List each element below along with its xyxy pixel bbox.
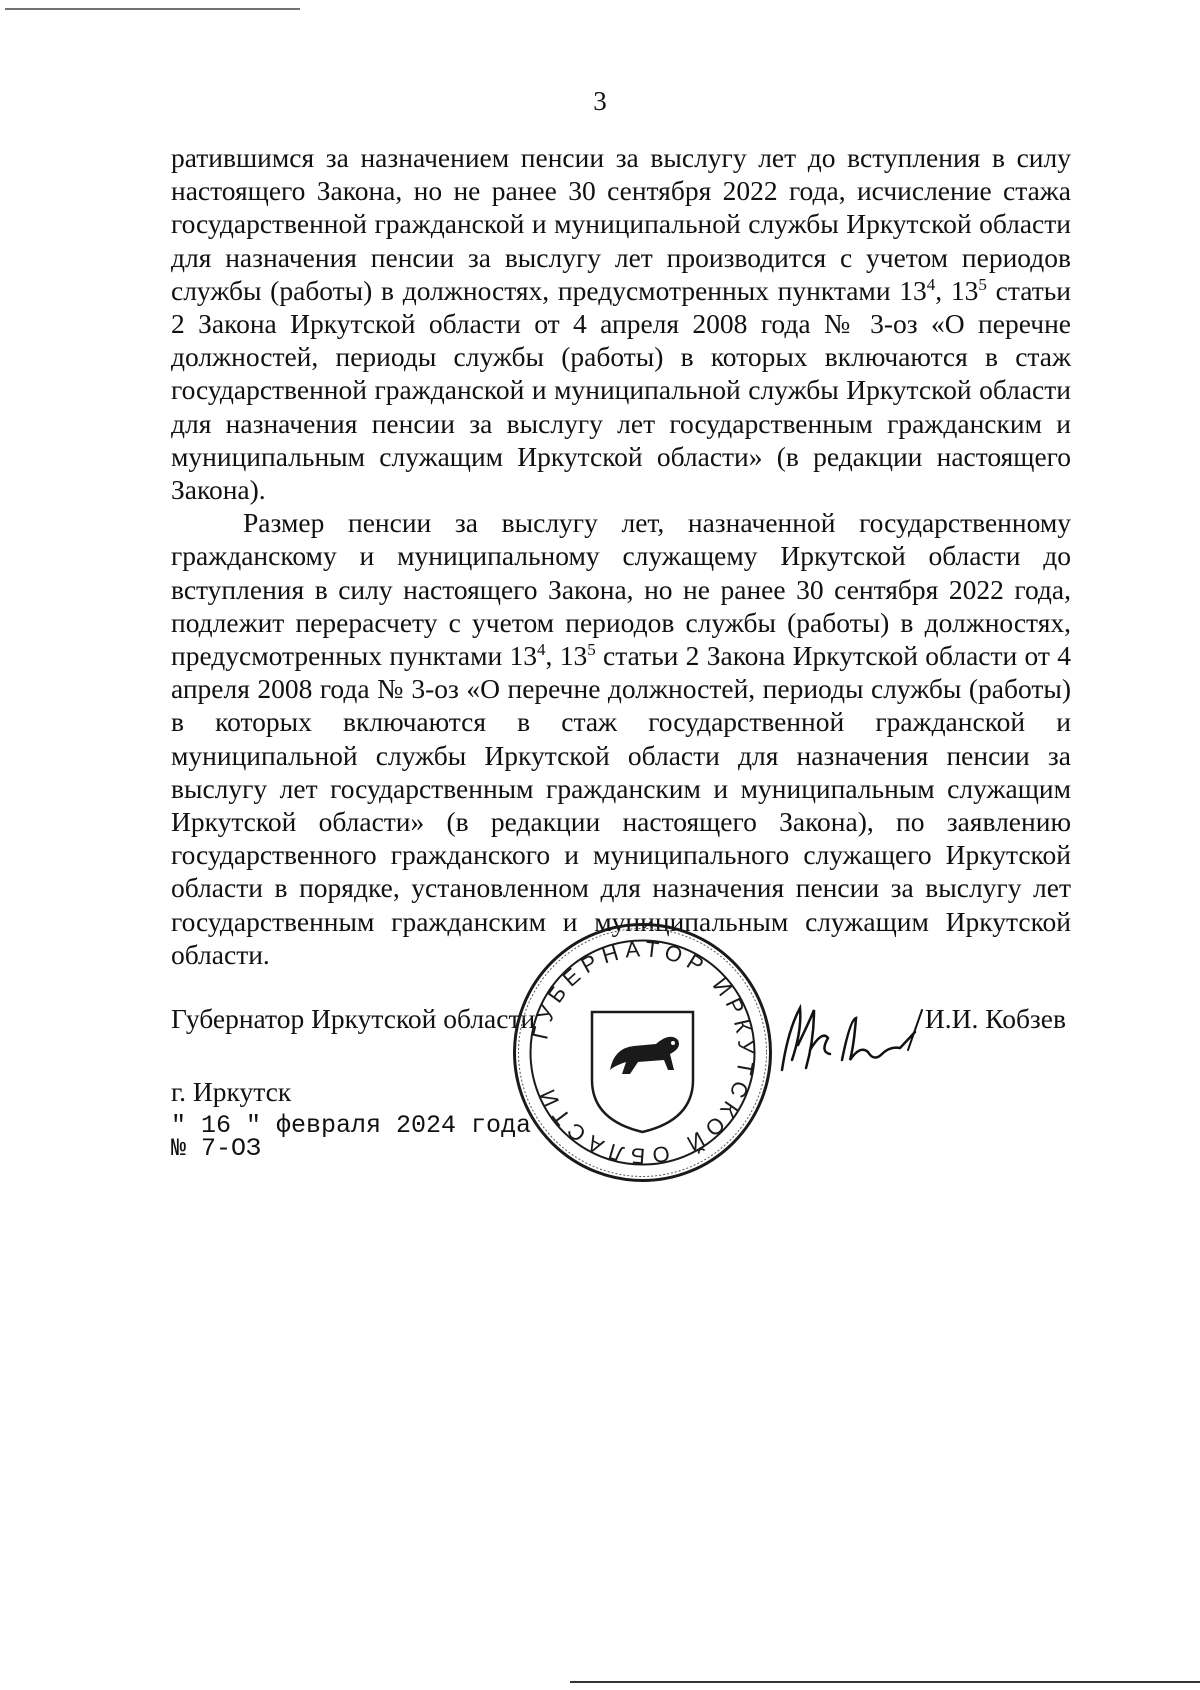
superscript: 5 <box>978 274 987 294</box>
scan-artifact-top <box>0 0 320 6</box>
document-body <box>171 141 1071 971</box>
paragraph-2-text-a: Размер пенсии за выслугу лет, назначенной государственному гражданскому и муниципальному служащему Иркутской области до вступления в силу настоящего Закона, но не ранее 30 сентября 2022 года, подлежит перерасчету с учетом периодов службы (работы) в должностях, предусмотренных пунктами 13 <box>171 507 1071 672</box>
paragraph-1 <box>171 141 1071 506</box>
coat-of-arms-babr-icon <box>592 1012 693 1132</box>
city-label: г. Иркутск <box>171 1076 292 1107</box>
superscript: 5 <box>587 639 596 659</box>
paragraph-1-text-b: , 13 <box>935 274 979 306</box>
superscript: 4 <box>537 639 546 659</box>
stamp-ring-text: ГУБЕРНАТОР ИРКУТСКОЙ ОБЛАСТИ <box>527 936 759 1169</box>
paragraph-2-text-b: , 13 <box>545 640 588 672</box>
governor-title: Губернатор Иркутской области <box>171 1003 536 1034</box>
page-number: 3 <box>593 86 607 116</box>
law-number: № 7-ОЗ <box>171 1134 262 1163</box>
paragraph-2-text-c: статьи 2 Закона Иркутской области от 4 апреля 2008 года № 3-оз «О перечне должностей, периоды службы (работы) в которых включаются в стаж государственной гражданской и муниципальной службы Иркутской области для назначения пенсии за выслугу лет государственным гражданским и муниципальным служащим Иркутской области» (в редакции настоящего Закона), по заявлению государственного гражданского и муниципального служащего Иркутской области в порядке, установленном для назначения пенсии за выслугу лет государственным гражданским и муниципальным служащим Иркутской области. <box>171 640 1071 970</box>
signing-date: " 16 " февраля 2024 года <box>171 1111 532 1140</box>
paragraph-2 <box>171 506 1071 971</box>
scan-artifact-bottom <box>570 1672 1200 1678</box>
paragraph-1-text-a: ратившимся за назначением пенсии за выслугу лет до вступления в силу настоящего Закона, но не ранее 30 сентября 2022 года, исчисление стажа государственной гражданской и муниципальной службы Иркутской области для назначения пенсии за выслугу лет производится с учетом периодов службы (работы) в должностях, предусмотренных пунктами 13 <box>171 142 1071 306</box>
governor-name: И.И. Кобзев <box>924 1003 1066 1034</box>
superscript: 4 <box>926 274 936 294</box>
handwritten-signature-icon <box>770 990 930 1080</box>
official-stamp <box>510 920 775 1185</box>
paragraph-1-text-c: статьи 2 Закона Иркутской области от 4 апреля 2008 года № 3-оз «О перечне должностей, периоды службы (работы) в которых включаются в стаж государственной гражданской и муниципальной службы Иркутской области для назначения пенсии за выслугу лет государственным гражданским и муниципальным служащим Иркутской области» (в редакции настоящего Закона). <box>171 274 1071 506</box>
